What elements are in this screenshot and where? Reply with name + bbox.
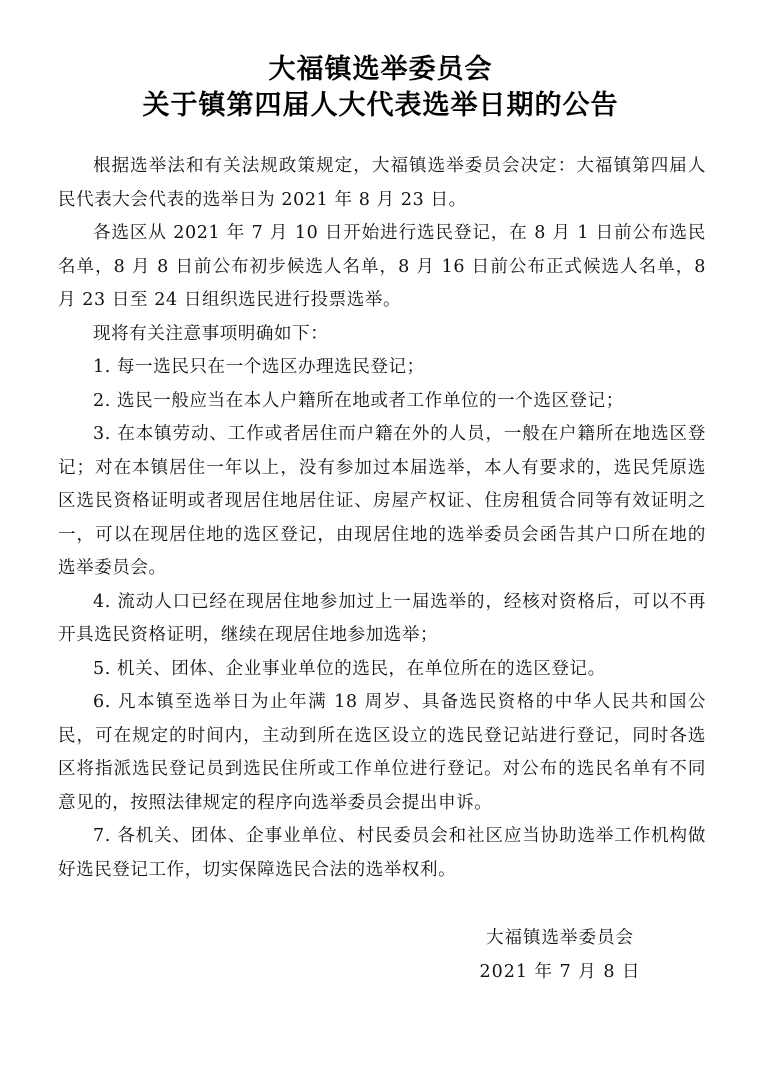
- title-line-1: 大福镇选举委员会: [268, 54, 493, 85]
- title-line-2: 关于镇第四届人大代表选举日期的公告: [142, 90, 619, 121]
- title-block: [0, 52, 761, 124]
- list-item-5: 5. 机关、团体、企业事业单位的选民，在单位所在的选区登记。: [93, 658, 606, 679]
- paragraph-notes-intro: 现将有关注意事项明确如下：: [93, 323, 329, 344]
- paragraph-election-date: 根据选举法和有关法规政策规定，大福镇选举委员会决定：大福镇第四届人民代表大会代表的选举日为 2021 年 8 月 23 日。: [58, 156, 706, 210]
- signature-block: [440, 922, 680, 989]
- signature-date: 2021 年 7 月 8 日: [479, 961, 641, 982]
- signature-organization: 大福镇选举委员会: [486, 928, 634, 948]
- list-item-2: 2. 选民一般应当在本人户籍所在地或者工作单位的一个选区登记；: [93, 390, 624, 411]
- paragraph-schedule: 各选区从 2021 年 7 月 10 日开始进行选民登记，在 8 月 1 日前公布选民名单，8 月 8 日前公布初步候选人名单，8 月 16 日前公布正式候选人名单，8 月 23 日至 24 日组织选民进行投票选举。: [58, 223, 706, 310]
- list-item-7: 7. 各机关、团体、企事业单位、村民委员会和社区应当协助选举工作机构做好选民登记工作，切实保障选民合法的选举权利。: [58, 826, 706, 880]
- list-item-1: 1. 每一选民只在一个选区办理选民登记；: [93, 357, 425, 377]
- list-item-3: 3. 在本镇劳动、工作或者居住而户籍在外的人员，一般在户籍所在地选区登记；对在本镇居住一年以上，没有参加过本届选举，本人有要求的，选民凭原选区选民资格证明或者现居住地居住证、房屋产权证、住房租赁合同等有效证明之一，可以在现居住地的选区登记，由现居住地的选举委员会函告其户口所在地的选举委员会。: [58, 424, 706, 578]
- list-item-6: 6. 凡本镇至选举日为止年满 18 周岁、具备选民资格的中华人民共和国公民，可在规定的时间内，主动到所在选区设立的选民登记站进行登记，同时各选区将指派选民登记员到选民住所或工作单位进行登记。对公布的选民名单有不同意见的，按照法律规定的程序向选举委员会提出申诉。: [58, 692, 706, 813]
- notice-body: [58, 150, 706, 887]
- list-item-4: 4. 流动人口已经在现居住地参加过上一届选举的，经核对资格后，可以不再开具选民资格证明，继续在现居住地参加选举；: [58, 591, 706, 645]
